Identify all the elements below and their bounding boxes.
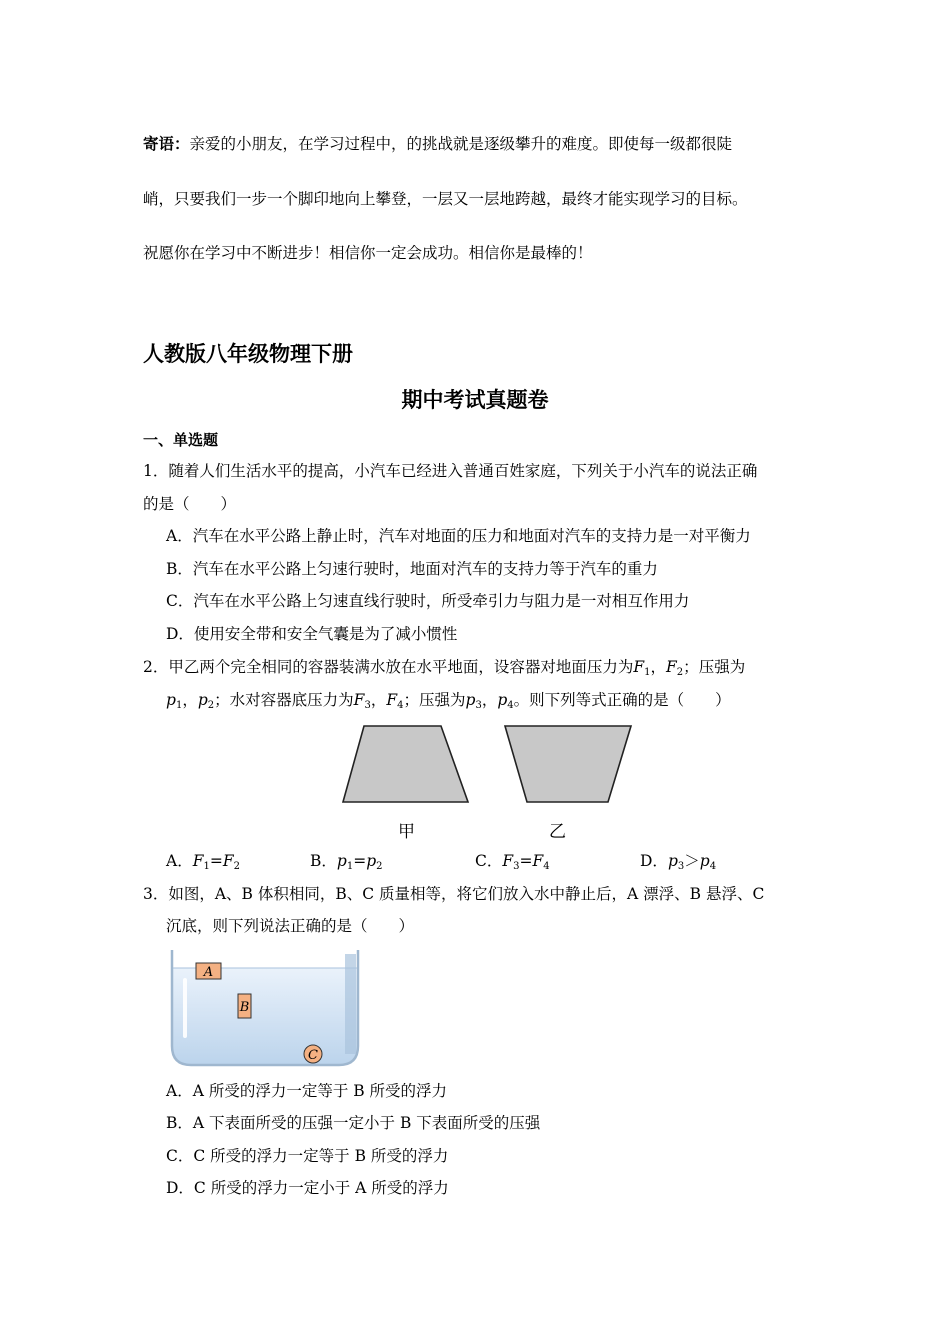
q2-option-b: B．$p_1=p_2$ <box>310 852 383 872</box>
beaker-water <box>173 968 357 1064</box>
container-yi <box>505 726 631 802</box>
greeting-label: 寄语： <box>143 134 190 153</box>
block-a-label: A <box>203 965 214 980</box>
q3-option-a: A．A 所受的浮力一定等于 B 所受的浮力 <box>166 1082 448 1100</box>
greeting-line-3: 祝愿你在学习中不断进步！相信你一定会成功。相信你是最棒的！ <box>143 244 593 262</box>
block-c-label: C <box>308 1048 318 1063</box>
q3-option-c: C．C 所受的浮力一定等于 B 所受的浮力 <box>166 1147 449 1165</box>
greeting-line-1 <box>143 134 732 154</box>
greeting-line-2: 峭，只要我们一步一个脚印地向上攀登，一层又一层地跨越，最终才能实现学习的目标。 <box>143 190 748 208</box>
q1-option-b: B．汽车在水平公路上匀速行驶时，地面对汽车的支持力等于汽车的重力 <box>166 560 658 578</box>
figure-label-yi: 乙 <box>549 822 566 842</box>
exam-title: 期中考试真题卷 <box>401 387 549 412</box>
container-jia <box>343 726 468 802</box>
section-title: 一、单选题 <box>143 431 219 449</box>
figure-label-jia: 甲 <box>398 822 415 842</box>
q1-stem-line-1: 1．随着人们生活水平的提高，小汽车已经进入普通百姓家庭，下列关于小汽车的说法正确 <box>143 462 758 480</box>
q2-containers-figure <box>340 722 640 812</box>
book-title: 人教版八年级物理下册 <box>143 341 353 366</box>
q2-option-d: D．$p_3>p_4$ <box>640 852 717 872</box>
beaker-highlight <box>183 978 187 1038</box>
q3-stem-line-2: 沉底，则下列说法正确的是（ ） <box>166 917 415 935</box>
q3-beaker-figure <box>168 946 363 1071</box>
q1-option-c: C．汽车在水平公路上匀速直线行驶时，所受牵引力与阻力是一对相互作用力 <box>166 592 690 610</box>
q2-option-c: C．$F_3=F_4$ <box>475 852 550 872</box>
greeting-text-1: 亲爱的小朋友，在学习过程中，的挑战就是逐级攀升的难度。即使每一级都很陡 <box>189 135 733 153</box>
q2-option-a: A．$F_1=F_2$ <box>166 852 240 872</box>
block-b-label: B <box>239 1000 250 1015</box>
q3-option-b: B．A 下表面所受的压强一定小于 B 下表面所受的压强 <box>166 1114 541 1132</box>
beaker-right-shade <box>345 954 356 1054</box>
q1-stem-line-2: 的是（ ） <box>143 495 237 513</box>
q3-option-d: D．C 所受的浮力一定小于 A 所受的浮力 <box>166 1179 449 1197</box>
q1-option-d: D．使用安全带和安全气囊是为了减小惯性 <box>166 625 458 643</box>
q3-stem-line-1: 3．如图，A、B 体积相同，B、C 质量相等，将它们放入水中静止后，A 漂浮、B 悬浮、C <box>143 885 765 903</box>
q2-stem-line-1: 2．甲乙两个完全相同的容器装满水放在水平地面，设容器对地面压力为$F_1$，$F_2$；压强为 <box>143 658 746 678</box>
q1-option-a: A．汽车在水平公路上静止时，汽车对地面的压力和地面对汽车的支持力是一对平衡力 <box>166 527 751 545</box>
q2-stem-line-2: $p_1$，$p_2$；水对容器底压力为$F_3$，$F_4$；压强为$p_3$，$p_4$。则下列等式正确的是（ ） <box>166 691 731 711</box>
